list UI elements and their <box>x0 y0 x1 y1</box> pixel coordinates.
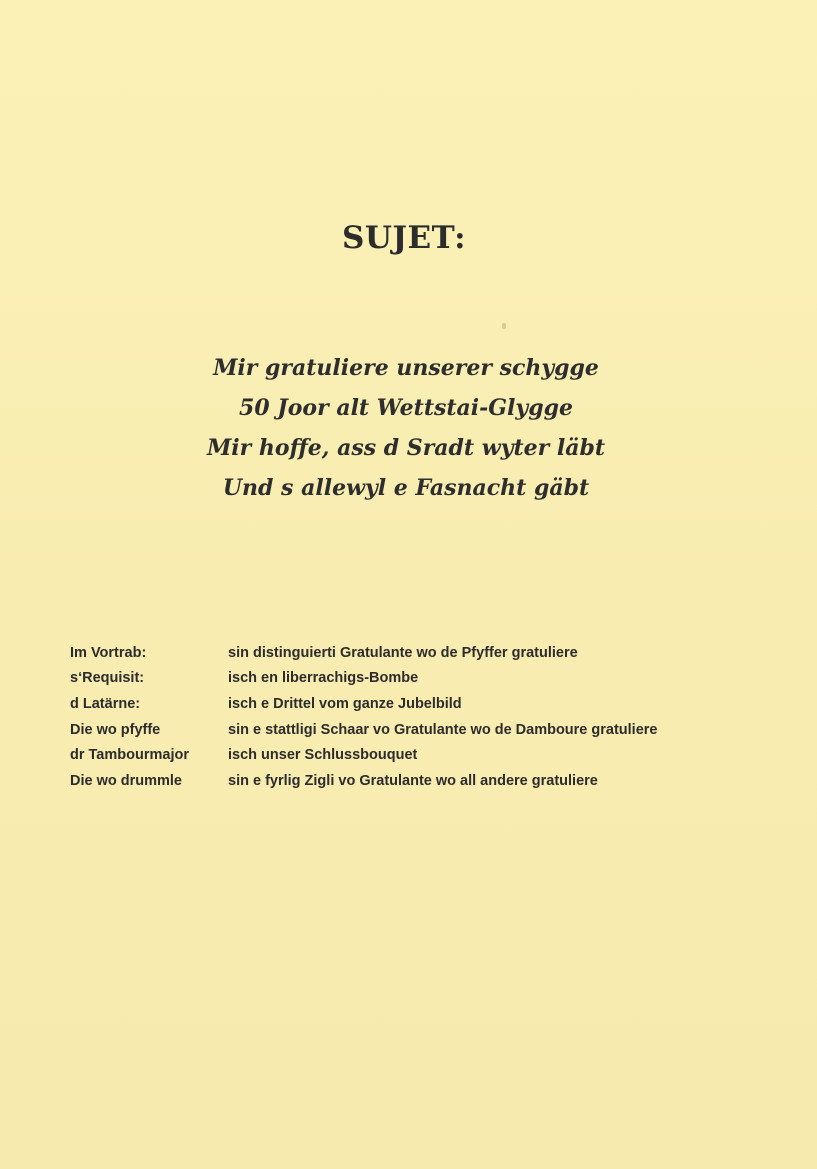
roles-list <box>70 640 770 794</box>
role-row-drummler <box>70 768 770 794</box>
role-row-tambourmajor <box>70 742 770 768</box>
verse-line: Mir gratuliere unserer schygge <box>213 355 599 381</box>
role-description: sin distinguierti Gratulante wo de Pfyffer gratuliere <box>228 644 578 661</box>
verse-line: Mir hoffe, ass d Sradt wyter läbt <box>206 435 606 461</box>
paper-speck <box>502 323 506 329</box>
role-description: isch en liberrachigs-Bombe <box>228 670 419 687</box>
verse-block <box>0 348 812 508</box>
role-description: isch e Drittel vom ganze Jubelbild <box>228 695 462 712</box>
role-label: s‘Requisit: <box>70 670 145 687</box>
role-row-requisit <box>70 666 770 692</box>
role-description: isch unser Schlussbouquet <box>228 747 418 764</box>
role-label: Die wo drummle <box>70 772 182 789</box>
role-description: sin e fyrlig Zigli vo Gratulante wo all andere gratuliere <box>228 772 598 789</box>
role-row-laterne <box>70 691 770 717</box>
role-label: d Latärne: <box>70 695 141 712</box>
role-label: Im Vortrab: <box>70 644 147 661</box>
verse-line: Und s allewyl e Fasnacht gäbt <box>222 475 590 501</box>
role-label: Die wo pfyffe <box>70 721 161 738</box>
role-label: dr Tambourmajor <box>70 747 189 764</box>
role-row-vortrab <box>70 640 770 666</box>
verse-line: 50 Joor alt Wettstai-Glygge <box>239 395 573 421</box>
document-title: SUJET: <box>341 220 467 256</box>
role-row-pfyffer <box>70 717 770 743</box>
role-description: sin e stattligi Schaar vo Gratulante wo de Damboure gratuliere <box>228 721 658 738</box>
